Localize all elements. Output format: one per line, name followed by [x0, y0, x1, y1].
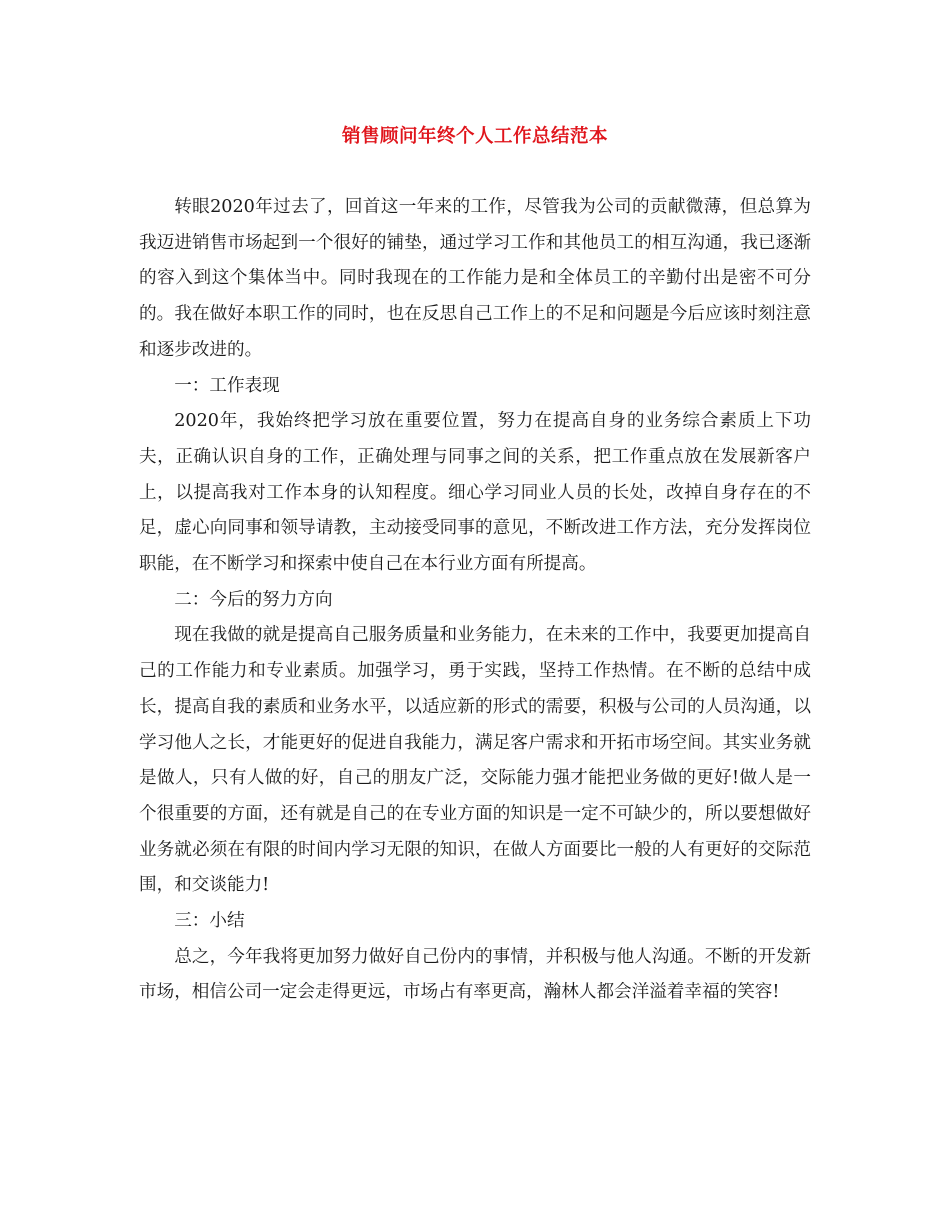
document-title: 销售顾问年终个人工作总结范本 [341, 126, 608, 147]
paragraph-performance: 2020年，我始终把学习放在重要位置，努力在提高自身的业务综合素质上下功夫，正确认识自身的工作，正确处理与同事之间的关系，把工作重点放在发展新客户上，以提高我对工作本身的认知程度。细心学习同业人员的长处，改掉自身存在的不足，虚心向同事和领导请教，主动接受同事的意见，不断改进工作方法，充分发挥岗位职能，在不断学习和探索中使自己在本行业方面有所提高。 [139, 411, 811, 575]
section-heading-summary: 三：小结 [174, 911, 245, 932]
paragraph-direction: 现在我做的就是提高自己服务质量和业务能力，在未来的工作中，我要更加提高自己的工作能力和专业素质。加强学习，勇于实践，坚持工作热情。在不断的总结中成长，提高自我的素质和业务水平，以适应新的形式的需要，积极与公司的人员沟通，以学习他人之长，才能更好的促进自我能力，满足客户需求和开拓市场空间。其实业务就是做人，只有人做的好，自己的朋友广泛，交际能力强才能把业务做的更好!做人是一个很重要的方面，还有就是自己的在专业方面的知识是一定不可缺少的，所以要想做好业务就必须在有限的时间内学习无限的知识，在做人方面要比一般的人有更好的交际范围，和交谈能力! [139, 625, 811, 896]
paragraph-intro: 转眼2020年过去了，回首这一年来的工作，尽管我为公司的贡献微薄，但总算为我迈进销售市场起到一个很好的铺垫，通过学习工作和其他员工的相互沟通，我已逐渐的容入到这个集体当中。同时我现在的工作能力是和全体员工的辛勤付出是密不可分的。我在做好本职工作的同时，也在反思自己工作上的不足和问题是今后应该时刻注意和逐步改进的。 [139, 197, 811, 360]
document-body [139, 190, 811, 1011]
paragraph-summary: 总之，今年我将更加努力做好自己份内的事情，并积极与他人沟通。不断的开发新市场，相信公司一定会走得更远，市场占有率更高，瀚林人都会洋溢着幸福的笑容! [139, 946, 811, 1003]
section-heading-performance: 一：工作表现 [174, 375, 280, 396]
section-heading-direction: 二：今后的努力方向 [174, 589, 333, 610]
